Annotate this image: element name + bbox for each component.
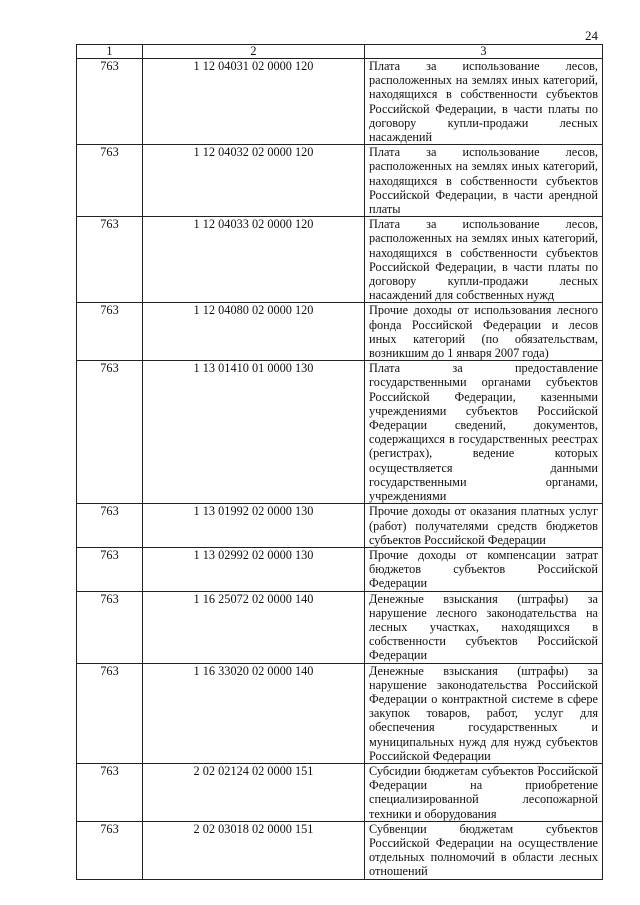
revenue-description-cell: Денежные взыскания (штрафы) за нарушение лесного законодательства на лесных участках, находящихся в собственности субъектов Российской Федерации <box>365 591 603 663</box>
admin-code-cell: 763 <box>77 217 143 303</box>
admin-code-cell: 763 <box>77 504 143 548</box>
revenue-description-cell: Прочие доходы от использования лесного фонда Российской Федерации и лесов иных категорий (по обязательствам, возникшим до 1 января 2007 года) <box>365 303 603 361</box>
table-row <box>77 591 603 663</box>
header-col-2: 2 <box>143 45 365 59</box>
budget-code-cell: 1 16 25072 02 0000 140 <box>143 591 365 663</box>
admin-code-cell: 763 <box>77 591 143 663</box>
admin-code-cell: 763 <box>77 145 143 217</box>
budget-code-cell: 1 12 04080 02 0000 120 <box>143 303 365 361</box>
admin-code-cell: 763 <box>77 361 143 504</box>
table-row <box>77 145 603 217</box>
budget-code-cell: 1 13 01410 01 0000 130 <box>143 361 365 504</box>
table-row <box>77 217 603 303</box>
admin-code-cell: 763 <box>77 59 143 145</box>
header-col-3: 3 <box>365 45 603 59</box>
revenue-description-cell: Плата за использование лесов, расположенных на землях иных категорий, находящихся в собственности субъектов Российской Федерации, в части арендной платы <box>365 145 603 217</box>
budget-code-cell: 1 13 01992 02 0000 130 <box>143 504 365 548</box>
revenue-description-cell: Прочие доходы от оказания платных услуг (работ) получателями средств бюджетов субъектов Российской Федерации <box>365 504 603 548</box>
table-row <box>77 504 603 548</box>
budget-code-cell: 2 02 03018 02 0000 151 <box>143 821 365 879</box>
admin-code-cell: 763 <box>77 663 143 763</box>
budget-code-cell: 1 16 33020 02 0000 140 <box>143 663 365 763</box>
table-row <box>77 303 603 361</box>
budget-code-cell: 2 02 02124 02 0000 151 <box>143 763 365 821</box>
admin-code-cell: 763 <box>77 547 143 591</box>
page-number: 24 <box>585 28 598 43</box>
revenue-description-cell: Плата за использование лесов, расположенных на землях иных категорий, находящихся в собственности субъектов Российской Федерации, в части платы по договору купли-продажи лесных насаждений <box>365 59 603 145</box>
admin-code-cell: 763 <box>77 303 143 361</box>
header-col-1: 1 <box>77 45 143 59</box>
admin-code-cell: 763 <box>77 763 143 821</box>
table-row <box>77 59 603 145</box>
budget-code-cell: 1 12 04033 02 0000 120 <box>143 217 365 303</box>
revenue-description-cell: Плата за предоставление государственными органами субъектов Российской Федерации, казенными учреждениями субъектов Российской Федерации сведений, документов, содержащихся в государственных реестрах (регистрах), ведение которых осуществляется данными государственными органами, учреждениями <box>365 361 603 504</box>
table-row <box>77 763 603 821</box>
table-row <box>77 547 603 591</box>
budget-code-cell: 1 12 04032 02 0000 120 <box>143 145 365 217</box>
table-header-row <box>77 45 603 59</box>
budget-code-cell: 1 13 02992 02 0000 130 <box>143 547 365 591</box>
revenue-description-cell: Субсидии бюджетам субъектов Российской Федерации на приобретение специализированной лесопожарной техники и оборудования <box>365 763 603 821</box>
admin-code-cell: 763 <box>77 821 143 879</box>
revenue-description-cell: Плата за использование лесов, расположенных на землях иных категорий, находящихся в собственности субъектов Российской Федерации, в части платы по договору купли-продажи лесных насаждений для собственных нужд <box>365 217 603 303</box>
table-row <box>77 821 603 879</box>
budget-classification-table <box>76 44 603 880</box>
budget-code-cell: 1 12 04031 02 0000 120 <box>143 59 365 145</box>
revenue-description-cell: Прочие доходы от компенсации затрат бюджетов субъектов Российской Федерации <box>365 547 603 591</box>
revenue-description-cell: Субвенции бюджетам субъектов Российской Федерации на осуществление отдельных полномочий в области лесных отношений <box>365 821 603 879</box>
revenue-description-cell: Денежные взыскания (штрафы) за нарушение законодательства Российской Федерации о контрактной системе в сфере закупок товаров, работ, услуг для обеспечения государственных и муниципальных нужд для нужд субъектов Российской Федерации <box>365 663 603 763</box>
table-row <box>77 663 603 763</box>
table-row <box>77 361 603 504</box>
